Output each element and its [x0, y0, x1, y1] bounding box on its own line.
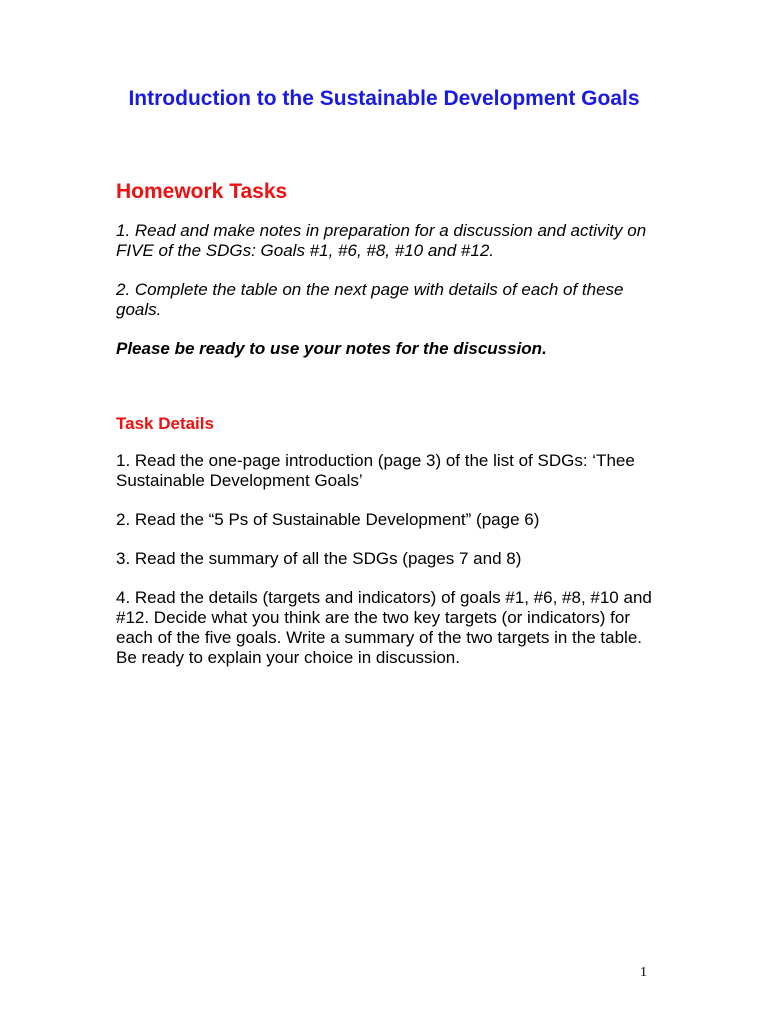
- document-title: Introduction to the Sustainable Development Goals: [128, 87, 640, 110]
- homework-task-1: 1. Read and make notes in preparation for a discussion and activity on FIVE of the SDGs: Goals #1, #6, #8, #10 and #12.: [116, 221, 647, 260]
- task-detail-2: 2. Read the “5 Ps of Sustainable Development” (page 6): [116, 510, 540, 529]
- task-detail-3: 3. Read the summary of all the SDGs (pages 7 and 8): [116, 549, 522, 568]
- homework-heading: Homework Tasks: [116, 180, 288, 203]
- ready-note: Please be ready to use your notes for the discussion.: [116, 339, 547, 358]
- task-detail-4: 4. Read the details (targets and indicators) of goals #1, #6, #8, #10 and #12. Decide what you think are the two key targets (or indicators) for each of the five goals. Write a summary of the two targets in the table. Be ready to explain your choice in discussion.: [116, 588, 652, 667]
- task-details-heading: Task Details: [116, 414, 214, 433]
- homework-task-2: 2. Complete the table on the next page with details of each of these goals.: [116, 280, 624, 319]
- task-detail-1: 1. Read the one-page introduction (page 3) of the list of SDGs: ‘Thee Sustainable Development Goals’: [116, 451, 635, 490]
- page-number: 1: [640, 965, 647, 980]
